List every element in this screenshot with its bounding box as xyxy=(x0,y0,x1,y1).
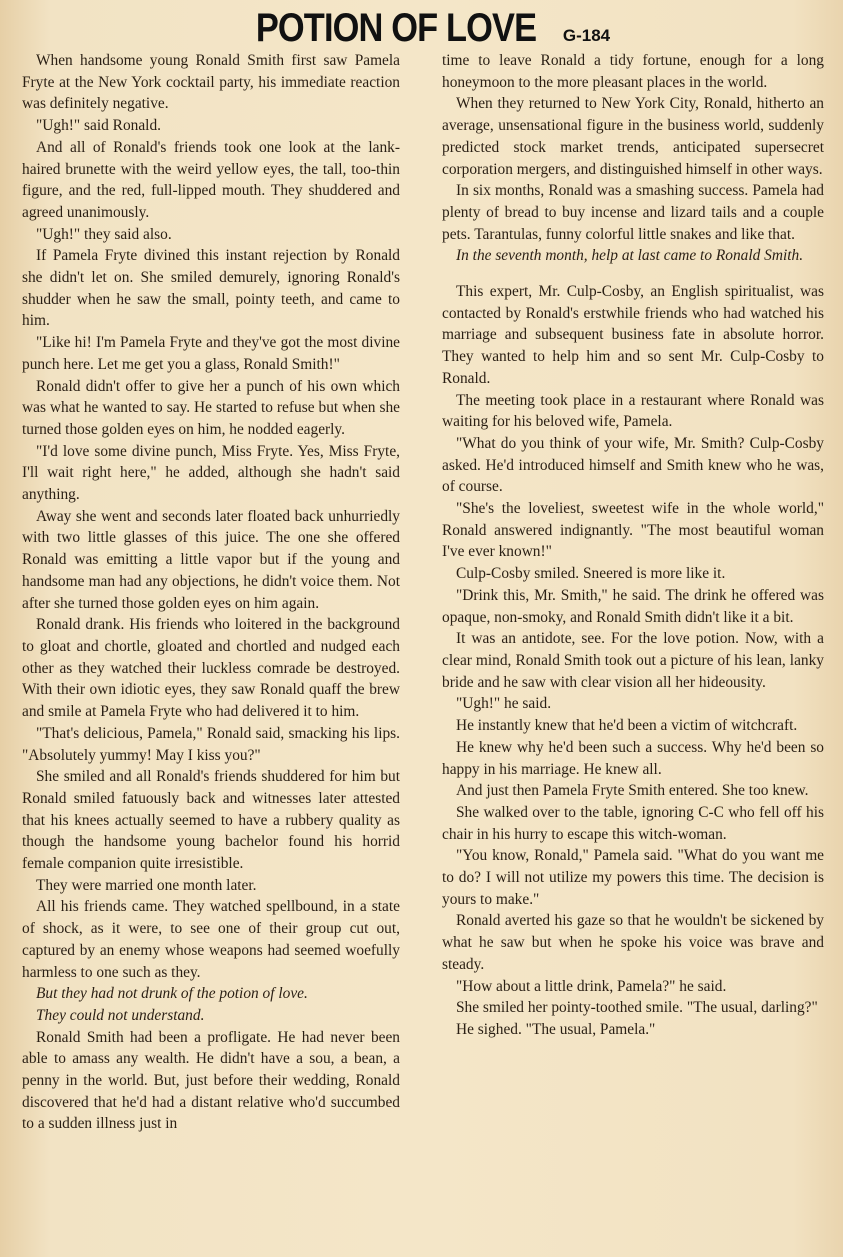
paragraph: Ronald drank. His friends who loitered in the background to gloat and chortle, gloated and chortled and nudged each other as they watched their luckless comrade be destroyed. With their own idiotic eyes, they saw Ronald quaff the brew and smile at Pamela Fryte who had delivered it to him. xyxy=(22,616,400,721)
paragraph: And all of Ronald's friends took one look at the lank-haired brunette with the weird yellow eyes, the tall, too-thin figure, and the red, full-lipped mouth. They shuddered and agreed unanimously. xyxy=(22,138,400,221)
paragraph: The meeting took place in a restaurant where Ronald was waiting for his beloved wife, Pamela. xyxy=(442,391,824,431)
italic-paragraph: But they had not drunk of the potion of love. xyxy=(36,985,308,1003)
paragraph: If Pamela Fryte divined this instant rejection by Ronald she didn't let on. She smiled demurely, ignoring Ronald's shudder when he saw the small, pointy teeth, and came to him. xyxy=(22,247,400,330)
paragraph: "Ugh!" he said. xyxy=(456,695,552,713)
paragraph: "Like hi! I'm Pamela Fryte and they've got the most divine punch here. Let me get you a glass, Ronald Smith!" xyxy=(22,334,400,373)
paragraph: Culp-Cosby smiled. Sneered is more like it. xyxy=(456,565,726,583)
paragraph: She smiled and all Ronald's friends shuddered for him but Ronald smiled fatuously back and witnesses later attested that his knees actually seemed to have a rubbery quality as though the handsome young bachelor found his horrid female companion quite irresistible. xyxy=(22,768,400,873)
paragraph: "That's delicious, Pamela," Ronald said, smacking his lips. "Absolutely yummy! May I kiss you?" xyxy=(22,724,400,764)
paragraph: "Ugh!" they said also. xyxy=(36,225,172,243)
paragraph: Ronald didn't offer to give her a punch of his own which was what he wanted to say. He started to refuse but when she turned those golden eyes on him, he nodded eagerly. xyxy=(22,377,400,438)
paragraph: They were married one month later. xyxy=(36,876,257,894)
paragraph: "I'd love some divine punch, Miss Fryte. Yes, Miss Fryte, I'll wait right here," he added, although she hadn't said anything. xyxy=(22,442,400,504)
paragraph: He instantly knew that he'd been a victim of witchcraft. xyxy=(456,717,798,735)
left-column xyxy=(22,50,400,1135)
paragraph: Ronald averted his gaze so that he wouldn't be sickened by what he saw but when he spoke his voice was brave and steady. xyxy=(442,912,824,973)
paragraph: She walked over to the table, ignoring C-C who fell off his chair in his hurry to escape this witch-woman. xyxy=(442,803,824,843)
italic-paragraph: In the seventh month, help at last came to Ronald Smith. xyxy=(456,247,804,265)
paragraph: This expert, Mr. Culp-Cosby, an English spiritualist, was contacted by Ronald's erstwhile friends who had watched his marriage and subsequent business fate in absolute horror. They wanted to help him and so sent Mr. Culp-Cosby to Ronald. xyxy=(442,283,824,387)
paragraph: All his friends came. They watched spellbound, in a state of shock, as it were, to see one of their group cut out, captured by an enemy whose weapons had seemed woefully harmless to one such as they. xyxy=(22,898,400,981)
paragraph: Away she went and seconds later floated back unhurriedly with two little glasses of this juice. The one she offered Ronald was emitting a little vapor but if the young and handsome man had any objections, he didn't voice them. Not after she turned those golden eyes on him again. xyxy=(22,507,400,612)
paragraph: And just then Pamela Fryte Smith entered. She too knew. xyxy=(456,782,809,800)
paragraph: "How about a little drink, Pamela?" he said. xyxy=(456,977,727,995)
paragraph: When they returned to New York City, Ronald, hitherto an average, unsensational figure in the business world, suddenly predicted stock market trends, anticipated supersecret corporation mergers, and distinguished himself in other ways. xyxy=(442,95,824,178)
paragraph: "Drink this, Mr. Smith," he said. The drink he offered was opaque, non-smoky, and Ronald Smith didn't like it a bit. xyxy=(442,586,824,626)
italic-paragraph: They could not understand. xyxy=(36,1006,205,1024)
paragraph: "She's the loveliest, sweetest wife in the whole world," Ronald answered indignantly. "The most beautiful woman I've ever known!" xyxy=(442,500,824,561)
paragraph: He knew why he'd been such a success. Why he'd been so happy in his marriage. He knew all. xyxy=(442,738,824,778)
paragraph: When handsome young Ronald Smith first saw Pamela Fryte at the New York cocktail party, his immediate reaction was definitely negative. xyxy=(22,52,400,113)
paragraph: "What do you think of your wife, Mr. Smith? Culp-Cosby asked. He'd introduced himself and Smith knew who he was, of course. xyxy=(442,434,824,496)
paragraph: He sighed. "The usual, Pamela." xyxy=(456,1020,656,1038)
paragraph: "You know, Ronald," Pamela said. "What do you want me to do? I will not utilize my powers this time. The decision is yours to make." xyxy=(442,847,824,908)
story-code: G-184 xyxy=(562,26,611,45)
title-bar xyxy=(0,6,843,51)
paragraph: "Ugh!" said Ronald. xyxy=(36,117,161,135)
paragraph: It was an antidote, see. For the love potion. Now, with a clear mind, Ronald Smith took out a picture of his lean, lanky bride and he saw with clear vision all her hideousity. xyxy=(442,630,824,691)
story-title: POTION OF LOVE xyxy=(255,6,537,50)
paragraph: She smiled her pointy-toothed smile. "The usual, darling?" xyxy=(456,999,818,1017)
paragraph: In six months, Ronald was a smashing success. Pamela had plenty of bread to buy incense and lizard tails and a couple pets. Tarantulas, funny colorful little snakes and like that. xyxy=(442,182,824,243)
paragraph: Ronald Smith had been a profligate. He had never been able to amass any wealth. He didn't have a sou, a bean, a penny in the world. But, just before their wedding, Ronald discovered that he'd had a distant relative who'd succumbed to a sudden illness just in xyxy=(22,1028,400,1133)
right-column xyxy=(442,50,824,1041)
paragraph: time to leave Ronald a tidy fortune, enough for a long honeymoon to the more pleasant places in the world. xyxy=(442,52,824,91)
